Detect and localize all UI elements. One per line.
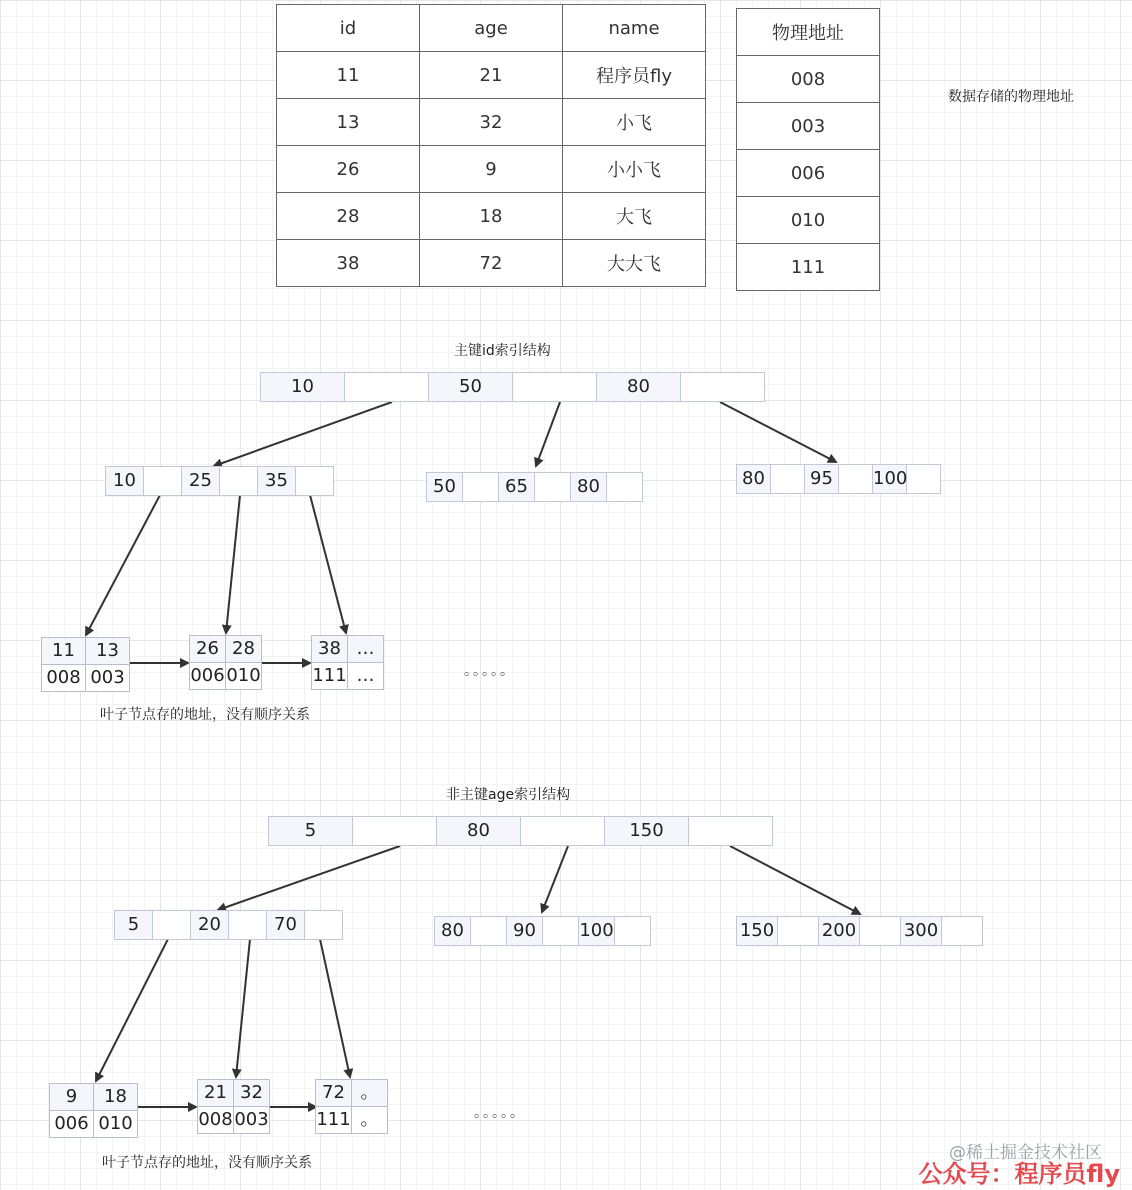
leaf-address: 010 — [225, 662, 262, 690]
primary-level2-node — [426, 472, 643, 502]
node-pointer — [153, 910, 191, 940]
arrow — [542, 846, 568, 912]
node-key: 50 — [429, 372, 513, 402]
cell-name: 小小飞 — [563, 146, 706, 193]
watermark-community: @稀土掘金技术社区 — [949, 1143, 1102, 1163]
primary-leaf-node — [190, 636, 262, 690]
node-key: 80 — [571, 472, 607, 502]
node-key: 90 — [507, 916, 543, 946]
node-key: 5 — [114, 910, 153, 940]
primary-leaf-node — [312, 636, 384, 690]
leaf-address: 006 — [49, 1110, 94, 1138]
arrow — [236, 939, 250, 1077]
node-pointer — [907, 464, 941, 494]
cell-name: 大飞 — [563, 193, 706, 240]
address-cell: 008 — [737, 56, 880, 103]
leaf-address: 111 — [315, 1106, 352, 1134]
node-pointer — [305, 910, 343, 940]
leaf-address: 006 — [189, 662, 226, 690]
node-key: 80 — [736, 464, 771, 494]
address-cell: 010 — [737, 197, 880, 244]
node-key: 35 — [258, 466, 296, 496]
node-pointer — [471, 916, 507, 946]
leaf-key: 72 — [315, 1079, 352, 1107]
node-pointer — [229, 910, 267, 940]
node-pointer — [296, 466, 334, 496]
primary-level2-node — [105, 466, 334, 496]
node-pointer — [860, 916, 901, 946]
node-pointer — [535, 472, 571, 502]
node-key: 10 — [105, 466, 144, 496]
leaf-address: … — [347, 662, 384, 690]
leaf-key: 38 — [311, 635, 348, 663]
leaf-key: 32 — [233, 1079, 270, 1107]
leaf-address: 010 — [93, 1110, 138, 1138]
header-name: name — [563, 5, 706, 52]
watermark-account: 公众号：程序员fly — [918, 1160, 1120, 1188]
primary-ellipsis: 。。。。。 — [464, 663, 516, 679]
leaf-key: 11 — [41, 637, 86, 665]
node-key: 80 — [434, 916, 471, 946]
node-key: 150 — [736, 916, 778, 946]
arrow — [214, 402, 392, 466]
leaf-address: 003 — [233, 1106, 270, 1134]
node-key: 50 — [426, 472, 463, 502]
node-pointer — [144, 466, 182, 496]
cell-name: 小飞 — [563, 99, 706, 146]
node-key: 100 — [579, 916, 615, 946]
arrow — [86, 495, 160, 635]
address-cell: 003 — [737, 103, 880, 150]
cell-name: 大大飞 — [563, 240, 706, 287]
primary-leaf-node — [42, 638, 130, 692]
node-key: 80 — [437, 816, 521, 846]
cell-age: 72 — [420, 240, 563, 287]
node-pointer — [543, 916, 579, 946]
primary-root-node — [260, 372, 765, 402]
node-pointer — [681, 372, 765, 402]
node-key: 20 — [191, 910, 229, 940]
secondary-ellipsis: 。。。。。 — [474, 1105, 526, 1121]
node-pointer — [463, 472, 499, 502]
leaf-key: 。 — [351, 1079, 388, 1107]
address-cell: 111 — [737, 244, 880, 291]
cell-id: 38 — [277, 240, 420, 287]
cell-id: 11 — [277, 52, 420, 99]
node-key: 25 — [182, 466, 220, 496]
node-pointer — [778, 916, 819, 946]
cell-age: 9 — [420, 146, 563, 193]
secondary-leaf-node — [198, 1080, 270, 1134]
header-id: id — [277, 5, 420, 52]
secondary-leaf-node — [50, 1084, 138, 1138]
primary-leaf-note: 叶子节点存的地址，没有顺序关系 — [100, 707, 310, 723]
node-key: 95 — [805, 464, 839, 494]
cell-id: 28 — [277, 193, 420, 240]
address-cell: 006 — [737, 150, 880, 197]
arrow — [226, 495, 240, 633]
leaf-address: 003 — [85, 664, 130, 692]
node-key: 150 — [605, 816, 689, 846]
address-note: 数据存储的物理地址 — [948, 89, 1074, 105]
arrow — [720, 402, 836, 462]
arrow — [730, 846, 860, 914]
node-key: 70 — [267, 910, 305, 940]
cell-age: 32 — [420, 99, 563, 146]
leaf-key: … — [347, 635, 384, 663]
arrow — [536, 402, 560, 466]
node-key: 200 — [819, 916, 860, 946]
secondary-leaf-note: 叶子节点存的地址，没有顺序关系 — [102, 1155, 312, 1171]
secondary-root-node — [268, 816, 773, 846]
secondary-level2-node — [434, 916, 651, 946]
node-key: 100 — [873, 464, 907, 494]
leaf-address: 111 — [311, 662, 348, 690]
leaf-key: 28 — [225, 635, 262, 663]
node-key: 300 — [901, 916, 942, 946]
node-pointer — [353, 816, 437, 846]
cell-name: 程序员fly — [563, 52, 706, 99]
node-pointer — [942, 916, 983, 946]
leaf-key: 13 — [85, 637, 130, 665]
node-pointer — [689, 816, 773, 846]
header-age: age — [420, 5, 563, 52]
primary-level2-node — [736, 464, 941, 494]
leaf-address: 008 — [197, 1106, 234, 1134]
node-key: 65 — [499, 472, 535, 502]
leaf-key: 9 — [49, 1083, 94, 1111]
leaf-key: 26 — [189, 635, 226, 663]
cell-age: 21 — [420, 52, 563, 99]
node-key: 10 — [260, 372, 345, 402]
address-header: 物理地址 — [737, 9, 880, 56]
cell-id: 13 — [277, 99, 420, 146]
node-pointer — [345, 372, 429, 402]
cell-id: 26 — [277, 146, 420, 193]
node-pointer — [615, 916, 651, 946]
node-key: 5 — [268, 816, 353, 846]
leaf-address: 008 — [41, 664, 86, 692]
arrow — [96, 939, 168, 1081]
leaf-address: 。 — [351, 1106, 388, 1134]
node-pointer — [839, 464, 873, 494]
secondary-level2-node — [114, 910, 343, 940]
node-pointer — [513, 372, 597, 402]
secondary-index-title: 非主键age索引结构 — [446, 787, 571, 803]
arrow — [320, 939, 350, 1077]
node-key: 80 — [597, 372, 681, 402]
arrow — [310, 495, 346, 633]
node-pointer — [220, 466, 258, 496]
secondary-leaf-node — [316, 1080, 388, 1134]
node-pointer — [521, 816, 605, 846]
leaf-key: 18 — [93, 1083, 138, 1111]
cell-age: 18 — [420, 193, 563, 240]
leaf-key: 21 — [197, 1079, 234, 1107]
secondary-level2-node — [736, 916, 983, 946]
node-pointer — [771, 464, 805, 494]
primary-index-title: 主键id索引结构 — [454, 343, 551, 359]
node-pointer — [607, 472, 643, 502]
arrow — [218, 846, 400, 910]
